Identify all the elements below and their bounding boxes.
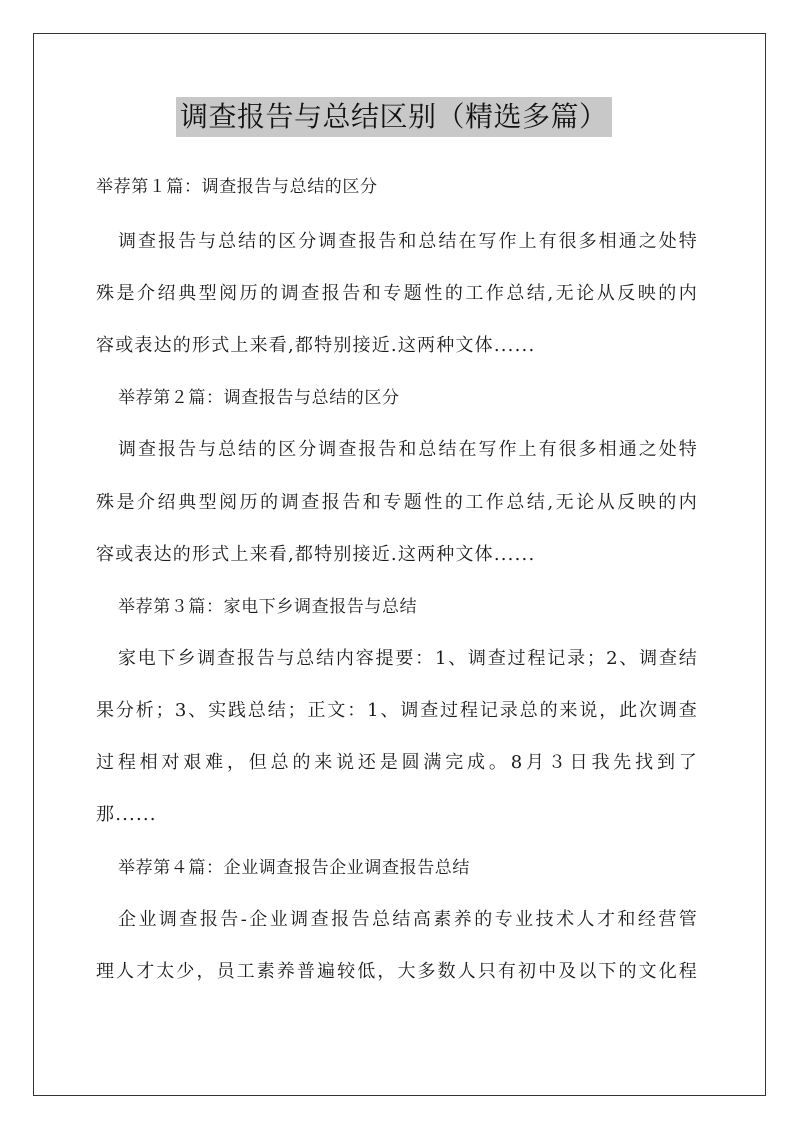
section-text-line: 调查报告与总结的区分调查报告和总结在写作上有很多相通之处特	[118, 439, 698, 460]
section-text-line: 理人才太少，员工素养普遍较低，大多数人只有初中及以下的文化程	[96, 961, 698, 982]
section-heading: 举荐第１篇：调查报告与总结的区分	[96, 177, 378, 197]
document-title: 调查报告与总结区别（精选多篇）	[176, 97, 612, 137]
section-heading: 举荐第３篇：家电下乡调查报告与总结	[118, 597, 418, 617]
section-text-line: 果分析；3、实践总结；正文：1、调查过程记录总的来说，此次调查	[96, 700, 698, 721]
section-heading: 举荐第２篇：调查报告与总结的区分	[118, 388, 400, 408]
section-text-line: 企业调查报告-企业调查报告总结高素养的专业技术人才和经营管	[118, 909, 698, 930]
section-text-line: 家电下乡调查报告与总结内容提要：1、调查过程记录；2、调查结	[118, 648, 698, 669]
section-text-line: 容或表达的形式上来看,都特别接近.这两种文体......	[96, 335, 536, 356]
section-text-line: 殊是介绍典型阅历的调查报告和专题性的工作总结,无论从反映的内	[96, 492, 698, 513]
section-text-line: 过程相对艰难，但总的来说还是圆满完成。8月３日我先找到了	[96, 752, 698, 773]
section-text-line: 殊是介绍典型阅历的调查报告和专题性的工作总结,无论从反映的内	[96, 283, 698, 304]
section-text-line: 容或表达的形式上来看,都特别接近.这两种文体......	[96, 544, 536, 565]
section-heading: 举荐第４篇：企业调查报告企业调查报告总结	[118, 858, 470, 878]
section-text-line: 那......	[96, 804, 157, 825]
section-text-line: 调查报告与总结的区分调查报告和总结在写作上有很多相通之处特	[118, 231, 698, 252]
